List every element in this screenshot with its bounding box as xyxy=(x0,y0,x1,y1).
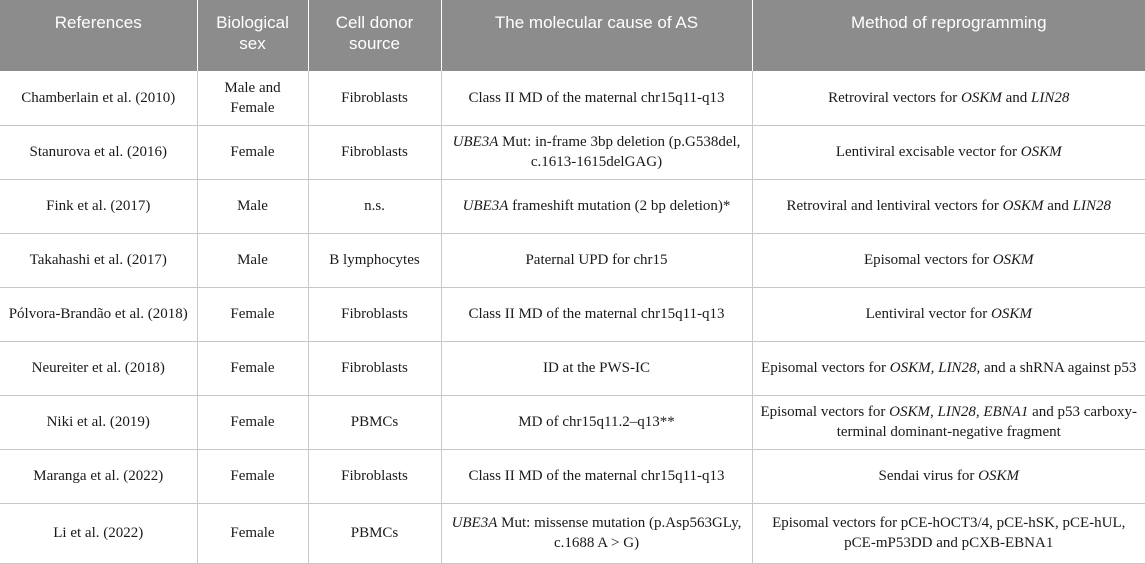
text-run: OSKM, LIN28, xyxy=(889,360,981,376)
text-run: OSKM xyxy=(1002,198,1044,214)
table-row xyxy=(0,287,1145,341)
text-run: OSKM xyxy=(991,306,1032,322)
reprogramming-method-cell xyxy=(752,341,1145,395)
reference-cell: Neureiter et al. (2018) xyxy=(0,341,197,395)
source-cell: Fibroblasts xyxy=(308,125,441,179)
text-run: OSKM, LIN28, EBNA1 xyxy=(889,404,1029,420)
text-run: LIN28 xyxy=(1072,198,1112,214)
reference-cell: Maranga et al. (2022) xyxy=(0,449,197,503)
text-run: Retroviral vectors for xyxy=(828,89,961,106)
table-row xyxy=(0,503,1145,563)
text-run: Lentiviral vector for xyxy=(865,306,992,322)
text-run: and a shRNA against p53 xyxy=(980,360,1137,376)
text-run: OSKM xyxy=(1020,144,1062,160)
source-cell: PBMCs xyxy=(308,395,441,449)
table-row xyxy=(0,179,1145,233)
sex-cell: Female xyxy=(197,287,308,341)
source-cell: B lymphocytes xyxy=(308,233,441,287)
header-biological-sex: Biological sex xyxy=(197,0,308,71)
text-run: OSKM xyxy=(992,252,1034,268)
text-run: Episomal vectors for pCE-hOCT3/4, pCE-hSK, pCE-hUL, pCE-mP53DD and pCXB-EBNA1 xyxy=(772,515,1126,551)
text-run: OSKM xyxy=(961,89,1002,106)
source-cell: n.s. xyxy=(308,179,441,233)
text-run: Class II MD of the maternal chr15q11-q13 xyxy=(468,89,725,106)
text-run: Class II MD of the maternal chr15q11-q13 xyxy=(468,468,725,484)
reference-cell: Niki et al. (2019) xyxy=(0,395,197,449)
header-references: References xyxy=(0,0,197,71)
reprogramming-method-cell xyxy=(752,233,1145,287)
reprogramming-method-cell xyxy=(752,179,1145,233)
reprogramming-method-cell xyxy=(752,287,1145,341)
header-row xyxy=(0,0,1145,71)
table-body xyxy=(0,71,1145,563)
table-row xyxy=(0,341,1145,395)
reference-cell: Chamberlain et al. (2010) xyxy=(0,71,197,125)
molecular-cause-cell xyxy=(441,341,752,395)
text-run: Mut: in-frame 3bp deletion (p.G538del, c.1613-1615delGAG) xyxy=(498,134,741,170)
table-row xyxy=(0,449,1145,503)
molecular-cause-cell xyxy=(441,179,752,233)
sex-cell: Female xyxy=(197,125,308,179)
source-cell: Fibroblasts xyxy=(308,341,441,395)
text-run: frameshift mutation (2 bp deletion)* xyxy=(508,198,731,214)
text-run: UBE3A xyxy=(452,134,499,150)
sex-cell: Female xyxy=(197,449,308,503)
text-run: UBE3A xyxy=(451,515,498,531)
table-row xyxy=(0,125,1145,179)
text-run: MD of chr15q11.2–q13** xyxy=(518,414,675,430)
reprogramming-method-cell xyxy=(752,503,1145,563)
source-cell: Fibroblasts xyxy=(308,71,441,125)
text-run: Sendai virus for xyxy=(878,468,979,484)
reference-cell: Fink et al. (2017) xyxy=(0,179,197,233)
text-run: OSKM xyxy=(978,468,1019,484)
reference-cell: Pólvora-Brandão et al. (2018) xyxy=(0,287,197,341)
header-cell-donor-source: Cell donor source xyxy=(308,0,441,71)
molecular-cause-cell xyxy=(441,287,752,341)
reference-cell: Stanurova et al. (2016) xyxy=(0,125,197,179)
text-run: Lentiviral excisable vector for xyxy=(835,144,1021,160)
sex-cell: Female xyxy=(197,395,308,449)
sex-cell: Male xyxy=(197,179,308,233)
text-run: Episomal vectors for xyxy=(863,252,993,268)
reprogramming-method-cell xyxy=(752,395,1145,449)
table-row xyxy=(0,233,1145,287)
text-run: and p53 carboxy-terminal dominant-negative fragment xyxy=(836,404,1138,440)
molecular-cause-cell xyxy=(441,449,752,503)
text-run: UBE3A xyxy=(462,198,509,214)
sex-cell: Female xyxy=(197,341,308,395)
reference-cell: Takahashi et al. (2017) xyxy=(0,233,197,287)
text-run: Episomal vectors for xyxy=(760,404,890,420)
sex-cell: Female xyxy=(197,503,308,563)
table-row xyxy=(0,71,1145,125)
sex-cell: Male xyxy=(197,233,308,287)
reprogramming-method-cell xyxy=(752,449,1145,503)
molecular-cause-cell xyxy=(441,125,752,179)
reprogramming-method-cell xyxy=(752,125,1145,179)
text-run: ID at the PWS-IC xyxy=(542,360,651,376)
text-run: Class II MD of the maternal chr15q11-q13 xyxy=(468,306,725,322)
molecular-cause-cell xyxy=(441,71,752,125)
text-run: Episomal vectors for xyxy=(761,360,890,376)
source-cell: Fibroblasts xyxy=(308,449,441,503)
table-header xyxy=(0,0,1145,71)
text-run: Paternal UPD for chr15 xyxy=(525,252,668,268)
molecular-cause-cell xyxy=(441,395,752,449)
source-cell: PBMCs xyxy=(308,503,441,563)
molecular-cause-cell xyxy=(441,233,752,287)
header-molecular-cause: The molecular cause of AS xyxy=(441,0,752,71)
reference-cell: Li et al. (2022) xyxy=(0,503,197,563)
table-row xyxy=(0,395,1145,449)
header-reprogramming-method: Method of reprogramming xyxy=(752,0,1145,71)
sex-cell: Male and Female xyxy=(197,71,308,125)
text-run: Mut: missense mutation (p.Asp563GLy, c.1688 A > G) xyxy=(497,515,742,551)
molecular-cause-cell xyxy=(441,503,752,563)
text-run: LIN28 xyxy=(1031,89,1070,106)
text-run: and xyxy=(1001,89,1032,106)
source-cell: Fibroblasts xyxy=(308,287,441,341)
text-run: and xyxy=(1043,198,1073,214)
text-run: Retroviral and lentiviral vectors for xyxy=(786,198,1003,214)
reprogramming-method-cell xyxy=(752,71,1145,125)
